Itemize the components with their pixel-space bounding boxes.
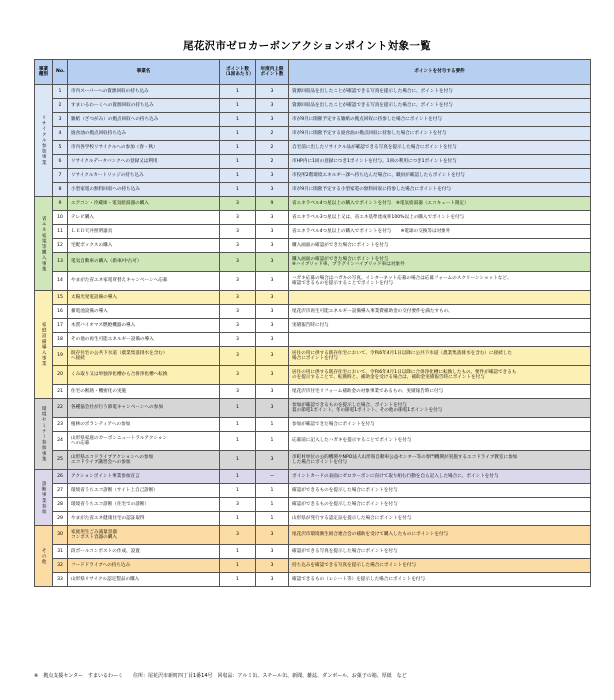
table-row bbox=[35, 470, 591, 484]
row-name bbox=[68, 512, 220, 526]
row-name bbox=[68, 113, 220, 127]
row-limit: 3 bbox=[256, 225, 289, 239]
row-name bbox=[68, 498, 220, 512]
row-name bbox=[68, 99, 220, 113]
row-requirement-line: 市役所2階環境エネルギー課へ持ち込んだ場合に、職員が確認したらポイントを付与 bbox=[292, 172, 465, 178]
table-row bbox=[35, 559, 591, 573]
row-requirement-line: 確認できるもの（レシート等）を提示した場合にポイントを付与 bbox=[292, 576, 426, 582]
row-requirement bbox=[289, 545, 591, 559]
row-name-line2: エコドライブ講習会への参加 bbox=[71, 460, 131, 465]
table-row bbox=[35, 319, 591, 333]
row-points: 3 bbox=[220, 253, 256, 272]
row-limit: 3 bbox=[256, 385, 289, 399]
row-name-line: 電気自動車の購入（新車/中古可） bbox=[71, 259, 142, 265]
table-row bbox=[35, 451, 591, 470]
row-requirement bbox=[289, 366, 591, 385]
row-name-line: 廃食油の拠点回収持ち込み bbox=[71, 130, 127, 136]
row-number: 6 bbox=[53, 155, 68, 169]
row-requirement-line: 参加が確認できるものを提示した場合、ポイントを付与 bbox=[292, 402, 407, 408]
row-name-line: 段ボールコンポストの作成、設置 bbox=[71, 548, 140, 554]
row-requirement bbox=[289, 272, 591, 291]
row-points: 1 bbox=[220, 169, 256, 183]
row-name-line: ＬＥＤ天井照明器具 bbox=[71, 228, 113, 234]
row-limit: 3 bbox=[256, 545, 289, 559]
row-name-line: その他の再生可能エネルギー設備の導入 bbox=[71, 336, 154, 342]
row-requirement-line: 省エネラベル3つ星以上又は、省エネ基準達成率100%以上の購入でポイントを付与 bbox=[292, 214, 465, 220]
row-requirement bbox=[289, 526, 591, 545]
row-points: 1 bbox=[220, 470, 256, 484]
row-number: 7 bbox=[53, 169, 68, 183]
table-row bbox=[35, 347, 591, 366]
table-row bbox=[35, 366, 591, 385]
row-limit: 1 bbox=[256, 484, 289, 498]
row-name-line: 太陽光発電設備の導入 bbox=[71, 294, 117, 300]
row-points: 3 bbox=[220, 347, 256, 366]
row-limit: 1 bbox=[256, 418, 289, 432]
row-number: 31 bbox=[53, 545, 68, 559]
row-number: 17 bbox=[53, 319, 68, 333]
row-name bbox=[68, 141, 220, 155]
row-number: 3 bbox=[53, 113, 68, 127]
row-requirement bbox=[289, 347, 591, 366]
row-name bbox=[68, 366, 220, 385]
row-name bbox=[68, 559, 220, 573]
row-name bbox=[68, 470, 220, 484]
table-header-row bbox=[35, 60, 591, 85]
row-name bbox=[68, 305, 220, 319]
row-limit: 3 bbox=[256, 573, 289, 587]
row-name-line: 環境省うちエコ診断（住宅での診断） bbox=[71, 501, 150, 507]
row-name bbox=[68, 347, 220, 366]
table-row bbox=[35, 498, 591, 512]
row-requirement bbox=[289, 559, 591, 573]
row-limit: 3 bbox=[256, 253, 289, 272]
row-points: 3 bbox=[220, 225, 256, 239]
row-name bbox=[68, 85, 220, 99]
row-limit: 2 bbox=[256, 127, 289, 141]
row-points: 1 bbox=[220, 484, 256, 498]
row-number: 19 bbox=[53, 347, 68, 366]
row-limit: 9 bbox=[256, 197, 289, 211]
row-name bbox=[68, 526, 220, 545]
row-requirement bbox=[289, 291, 591, 305]
row-number: 15 bbox=[53, 291, 68, 305]
row-points: 1 bbox=[220, 399, 256, 418]
row-requirement-line: 居住の用に供する既存住宅において、令和6年4月1日以降に公共下水道（農業集落排水を含む）に接続した bbox=[292, 350, 512, 356]
row-number: 33 bbox=[53, 573, 68, 587]
row-points: 1 bbox=[220, 545, 256, 559]
row-requirement bbox=[289, 432, 591, 451]
table-row bbox=[35, 127, 591, 141]
row-limit: 2 bbox=[256, 141, 289, 155]
row-limit: 3 bbox=[256, 451, 289, 470]
row-requirement bbox=[289, 225, 591, 239]
row-points: 3 bbox=[220, 333, 256, 347]
row-requirement bbox=[289, 512, 591, 526]
row-name-line: やまがた省エネ健康住宅の認証取得 bbox=[71, 515, 145, 521]
row-name-line: 雑紙（ざつがみ）の拠点回収への持ち込み bbox=[71, 116, 159, 122]
table-row bbox=[35, 512, 591, 526]
row-name-line: テレビ購入 bbox=[71, 214, 94, 220]
row-requirement-line: 山形県が発行する認定証を提示した場合にポイントを付与 bbox=[292, 515, 412, 521]
row-requirement bbox=[289, 113, 591, 127]
row-requirement-line: 応募前に記入したハガキを提示することでポイントを付与 bbox=[292, 438, 412, 444]
row-points: 1 bbox=[220, 127, 256, 141]
row-limit: 3 bbox=[256, 99, 289, 113]
row-requirement bbox=[289, 155, 591, 169]
row-points: 3 bbox=[220, 366, 256, 385]
header-limit: 年度内上限ポイント数 bbox=[256, 60, 289, 85]
row-points: 1 bbox=[220, 155, 256, 169]
row-requirement-line2: 夏の節電1ポイント、冬の節電1ポイント、その他の節電1ポイントを付与 bbox=[292, 408, 443, 413]
row-number: 16 bbox=[53, 305, 68, 319]
row-name bbox=[68, 333, 220, 347]
row-name bbox=[68, 432, 220, 451]
row-limit: 3 bbox=[256, 85, 289, 99]
points-table bbox=[34, 59, 591, 587]
row-requirement-line: 尾花沢市環境衛生組合連合会の補助を受けて購入したものにポイントを付与 bbox=[292, 532, 449, 538]
row-name bbox=[68, 253, 220, 272]
row-limit: 3 bbox=[256, 319, 289, 333]
row-points: 1 bbox=[220, 183, 256, 197]
row-number: 9 bbox=[53, 197, 68, 211]
row-number: 13 bbox=[53, 253, 68, 272]
table-row bbox=[35, 333, 591, 347]
row-points: 3 bbox=[220, 498, 256, 512]
row-name bbox=[68, 225, 220, 239]
row-requirement bbox=[289, 399, 591, 418]
row-points: 3 bbox=[220, 526, 256, 545]
row-points: 3 bbox=[220, 319, 256, 333]
row-requirement-line: 確認ができる写真を提示した場合にポイントを付与 bbox=[292, 548, 398, 554]
row-name-line: エアコン・冷蔵庫・電気給湯器の購入 bbox=[71, 200, 149, 206]
row-limit: 3 bbox=[256, 305, 289, 319]
row-requirement-line2: した場合にポイントを付与 bbox=[292, 460, 348, 465]
row-number: 23 bbox=[53, 418, 68, 432]
row-requirement-line: 省エネラベル4つ星以上の購入でポイントを付与 ※電球の交換等は対象外 bbox=[292, 228, 451, 234]
row-number: 21 bbox=[53, 385, 68, 399]
row-name bbox=[68, 272, 220, 291]
row-name-line: くみ取り又は単独浄化槽から合併浄化槽へ転換 bbox=[71, 372, 168, 378]
row-limit: 3 bbox=[256, 559, 289, 573]
row-name bbox=[68, 545, 220, 559]
table-row bbox=[35, 155, 591, 169]
row-requirement bbox=[289, 239, 591, 253]
table-row bbox=[35, 113, 591, 127]
row-number: 29 bbox=[53, 512, 68, 526]
row-requirement-line: 持ち込みを確認できる写真を提示した場合にポイントを付与 bbox=[292, 562, 417, 568]
table-row bbox=[35, 291, 591, 305]
row-limit: 3 bbox=[256, 399, 289, 418]
row-requirement bbox=[289, 484, 591, 498]
table-row bbox=[35, 169, 591, 183]
row-number: 24 bbox=[53, 432, 68, 451]
row-name-line: 既存住宅の公共下水道（農業集落排水を含む） bbox=[71, 350, 168, 356]
row-requirement-line: 尾花沢市再生可能エネルギー設備導入事業費補助金の交付要件を満たすもの、 bbox=[292, 308, 453, 314]
row-limit: 3 bbox=[256, 272, 289, 291]
row-name-line: 山形県エコドライブアクションへの参加 bbox=[71, 454, 154, 460]
row-name bbox=[68, 197, 220, 211]
row-number: 1 bbox=[53, 85, 68, 99]
row-points: 3 bbox=[220, 385, 256, 399]
row-requirement bbox=[289, 141, 591, 155]
row-requirement bbox=[289, 211, 591, 225]
row-requirement bbox=[289, 183, 591, 197]
row-name-line: フードドライブへの持ち込み bbox=[71, 562, 131, 568]
row-points: 3 bbox=[220, 272, 256, 291]
row-name bbox=[68, 418, 220, 432]
row-requirement-line: 市が9月に開催予定する雑紙の拠点回収に持参した場合にポイントを付与 bbox=[292, 116, 442, 122]
row-limit: 3 bbox=[256, 526, 289, 545]
category-cell: 家庭設備導入事業 bbox=[35, 291, 53, 399]
category-cell: リサイクル参加事業 bbox=[35, 85, 53, 197]
table-row bbox=[35, 573, 591, 587]
table-row bbox=[35, 183, 591, 197]
row-requirement-line: 参加が確認できた場合にポイントを付与 bbox=[292, 421, 375, 427]
row-requirement-line: 市町村単位の公的機関やNPO法人山形県自動車公益センター等の専門機関が実施するエコドライブ教室に参加 bbox=[292, 454, 518, 460]
row-points: 1 bbox=[220, 432, 256, 451]
row-limit: 3 bbox=[256, 183, 289, 197]
row-name-line: 市内スーパーへの資源回収の持ち込み bbox=[71, 88, 149, 94]
row-requirement-line: 尾花沢市住宅リフォーム補助金の対象事業であるもの、実績報告時に付与 bbox=[292, 388, 444, 394]
category-cell: その他 bbox=[35, 526, 53, 587]
row-number: 28 bbox=[53, 498, 68, 512]
row-limit: 3 bbox=[256, 333, 289, 347]
row-name bbox=[68, 319, 220, 333]
row-points: 1 bbox=[220, 113, 256, 127]
row-limit: 3 bbox=[256, 366, 289, 385]
row-requirement-line: 確認ができるものを提示した場合にポイントを付与 bbox=[292, 501, 398, 507]
category-cell: 省エネ家電等購入事業 bbox=[35, 197, 53, 291]
row-points: 3 bbox=[220, 291, 256, 305]
row-number: 18 bbox=[53, 333, 68, 347]
row-number: 12 bbox=[53, 239, 68, 253]
row-points: 3 bbox=[220, 211, 256, 225]
row-name-line: 山形県リサイクル認定製品の購入 bbox=[71, 576, 140, 582]
row-limit: 3 bbox=[256, 347, 289, 366]
table-row bbox=[35, 99, 591, 113]
row-name bbox=[68, 183, 220, 197]
row-name bbox=[68, 169, 220, 183]
row-name bbox=[68, 291, 220, 305]
row-points: 1 bbox=[220, 99, 256, 113]
row-name-line: 家庭用生ごみ減量容器 bbox=[71, 529, 117, 535]
row-name bbox=[68, 385, 220, 399]
row-requirement-line: 自宅前に出したリサイクル品が確認できる写真を提示した場合にポイントを付与 bbox=[292, 144, 457, 150]
row-name-line: やまがた省エネ家電買替えキャンペーンへ応募 bbox=[71, 278, 168, 284]
row-points: 1 bbox=[220, 512, 256, 526]
row-limit: 3 bbox=[256, 211, 289, 225]
row-points: 1 bbox=[220, 418, 256, 432]
row-name-line2: へ接続 bbox=[71, 356, 85, 361]
row-points: 1 bbox=[220, 85, 256, 99]
row-number: 14 bbox=[53, 272, 68, 291]
table-row bbox=[35, 253, 591, 272]
row-requirement bbox=[289, 498, 591, 512]
row-number: 11 bbox=[53, 225, 68, 239]
row-name bbox=[68, 399, 220, 418]
row-requirement-line: 市が9月に開催予定する小型家電の無料回収に持参した場合にポイントを付与 bbox=[292, 186, 452, 192]
table-row bbox=[35, 545, 591, 559]
table-row bbox=[35, 484, 591, 498]
table-row bbox=[35, 385, 591, 399]
header-points: ポイント数（1回あたり） bbox=[220, 60, 256, 85]
table-row bbox=[35, 239, 591, 253]
row-name-line: 市内各学校リサイクルへの参加（春・秋） bbox=[71, 144, 158, 150]
category-cell: 診断事業参加 bbox=[35, 470, 53, 526]
row-points: 1 bbox=[220, 451, 256, 470]
row-limit: 3 bbox=[256, 239, 289, 253]
row-points: 1 bbox=[220, 141, 256, 155]
header-category: 事業種別 bbox=[35, 60, 53, 85]
row-requirement bbox=[289, 99, 591, 113]
row-name bbox=[68, 155, 220, 169]
table-row bbox=[35, 272, 591, 291]
row-requirement bbox=[289, 319, 591, 333]
row-limit: 1 bbox=[256, 498, 289, 512]
row-requirement-line: 市が9月に開催予定する廃食油の拠点回収に持参した場合にポイントを付与 bbox=[292, 130, 447, 136]
row-name-line: 住宅の断熱・機密化の実施 bbox=[71, 388, 127, 394]
row-name-line: アクションポイント事業参加宣言 bbox=[71, 473, 140, 479]
row-limit: 3 bbox=[256, 169, 289, 183]
row-number: 32 bbox=[53, 559, 68, 573]
row-points: 3 bbox=[220, 197, 256, 211]
row-requirement bbox=[289, 127, 591, 141]
table-row bbox=[35, 225, 591, 239]
row-requirement-line: 購入画面の確認ができた場合にポイントを付与 bbox=[292, 242, 389, 248]
row-requirement-line2: 確認できるものを提示することでポイントを付与 bbox=[292, 281, 394, 286]
row-name-line: 宅配ボックスの購入 bbox=[71, 242, 113, 248]
row-limit: — bbox=[256, 470, 289, 484]
row-requirement bbox=[289, 253, 591, 272]
table-row bbox=[35, 432, 591, 451]
row-requirement-line: 確認ができるものを提示した場合にポイントを付与 bbox=[292, 487, 398, 493]
row-limit: 2 bbox=[256, 155, 289, 169]
row-name bbox=[68, 127, 220, 141]
row-number: 27 bbox=[53, 484, 68, 498]
row-requirement bbox=[289, 451, 591, 470]
table-row bbox=[35, 526, 591, 545]
row-name-line: 各種協会社が行う節電キャンペーンへの参加 bbox=[71, 405, 163, 411]
row-requirement-line: 資源回収品を出したことが確認できる写真を提示した場合に、ポイントを付与 bbox=[292, 102, 453, 108]
row-number: 20 bbox=[53, 366, 68, 385]
row-requirement bbox=[289, 573, 591, 587]
document-title: 尾花沢市ゼロカーボンアクションポイント対象一覧 bbox=[183, 40, 431, 52]
row-name-line: 蓄電池設備の導入 bbox=[71, 308, 108, 314]
row-name-line: リサイクルデータバンクへの登録又は利用 bbox=[71, 158, 158, 164]
table-row bbox=[35, 211, 591, 225]
row-requirement-line: 購入画面の確認ができた場合にポイントを付与 bbox=[292, 256, 389, 262]
table-row bbox=[35, 399, 591, 418]
row-requirement-line: 資源回収品を出したことが確認できる写真を提示した場合に、ポイントを付与 bbox=[292, 88, 453, 94]
row-name bbox=[68, 211, 220, 225]
row-name-line: 木質バイオマス燃焼機器の導入 bbox=[71, 322, 136, 328]
row-name-line2: コンポスト容器の購入 bbox=[71, 535, 117, 540]
row-number: 25 bbox=[53, 451, 68, 470]
row-name-line: リサイクルカートリッジの持ち込み bbox=[71, 172, 144, 178]
row-requirement-line2: ※ハイブリッド車、プラグインハイブリッド車は対象外 bbox=[292, 262, 405, 267]
row-name bbox=[68, 239, 220, 253]
row-requirement-line2: のを提示することで、転換時と、補助金を受ける場合は、補助金実績報告時にポイントを付与 bbox=[292, 375, 485, 380]
row-requirement bbox=[289, 305, 591, 319]
row-points: 3 bbox=[220, 239, 256, 253]
row-name bbox=[68, 451, 220, 470]
table-row bbox=[35, 85, 591, 99]
row-requirement bbox=[289, 333, 591, 347]
row-name-line2: への応募 bbox=[71, 441, 90, 446]
row-requirement bbox=[289, 470, 591, 484]
table-row bbox=[35, 418, 591, 432]
row-number: 2 bbox=[53, 99, 68, 113]
header-name: 事業名 bbox=[68, 60, 220, 85]
row-name-line: 山形県家庭のカーボンニュートラルアクション bbox=[71, 435, 168, 441]
footer-note: ※ 拠点支援センター すまいるわーく 住所：尾花沢市新町四丁目1番14号 回収品：アルミ缶、スチール缶、新聞、雑誌、ダンボール、お菓子の箱、厚紙 など bbox=[34, 673, 407, 679]
table-row bbox=[35, 141, 591, 155]
row-points: 1 bbox=[220, 573, 256, 587]
row-requirement bbox=[289, 385, 591, 399]
table-row bbox=[35, 305, 591, 319]
row-name-line: 環境省うちエコ診断（サイト上自己診断） bbox=[71, 487, 158, 493]
row-number: 30 bbox=[53, 526, 68, 545]
row-number: 5 bbox=[53, 141, 68, 155]
row-number: 10 bbox=[53, 211, 68, 225]
row-name-line: 植林のボランティアへの参加 bbox=[71, 421, 131, 427]
table-row bbox=[35, 197, 591, 211]
row-requirement bbox=[289, 169, 591, 183]
row-points: 3 bbox=[220, 305, 256, 319]
row-requirement bbox=[289, 197, 591, 211]
row-limit: 1 bbox=[256, 432, 289, 451]
table-body bbox=[35, 85, 591, 587]
row-requirement-line2: 場合にポイントを付与 bbox=[292, 356, 338, 361]
row-limit: 3 bbox=[256, 113, 289, 127]
header-requirement: ポイントを付与する要件 bbox=[289, 60, 591, 85]
row-requirement-line: 実績報告時に付与 bbox=[292, 322, 329, 328]
row-name-line: 小型家電の無料回収への持ち込み bbox=[71, 186, 140, 192]
row-requirement bbox=[289, 85, 591, 99]
row-requirement-line: ポイントカードの表面にゼロカーボンに向けて取り組む行動を自ら記入した場合に、ポイントを付与 bbox=[292, 473, 499, 479]
header-no: No. bbox=[53, 60, 68, 85]
row-requirement-line: 省エネラベル4つ星以上の購入でポイントを付与 ※電気給湯器（エコキュート限定） bbox=[292, 200, 469, 206]
row-number: 22 bbox=[53, 399, 68, 418]
row-requirement bbox=[289, 418, 591, 432]
row-requirement-line: ハガキ応募の場合はハガキの写真、インターネット応募の場合は応募フォームのスクリーンショットなど、 bbox=[292, 275, 512, 281]
row-name bbox=[68, 484, 220, 498]
category-cell: 環境セミナー参加事業 bbox=[35, 399, 53, 470]
row-name-line: すまいるわーくへの資源回収の持ち込み bbox=[71, 102, 154, 108]
row-limit: 3 bbox=[256, 291, 289, 305]
row-name bbox=[68, 573, 220, 587]
row-number: 8 bbox=[53, 183, 68, 197]
row-requirement-line: 居住の用に供する既存住宅において、令和6年4月1日以降に合併浄化槽に転換したもの。要件が確認できるも bbox=[292, 369, 517, 375]
row-number: 4 bbox=[53, 127, 68, 141]
row-number: 26 bbox=[53, 470, 68, 484]
row-points: 1 bbox=[220, 559, 256, 573]
row-limit: 1 bbox=[256, 512, 289, 526]
row-requirement-line: 市HP内に1回の登録につき1ポイントを付与。1回の利用につき1ポイントを付与 bbox=[292, 158, 457, 164]
